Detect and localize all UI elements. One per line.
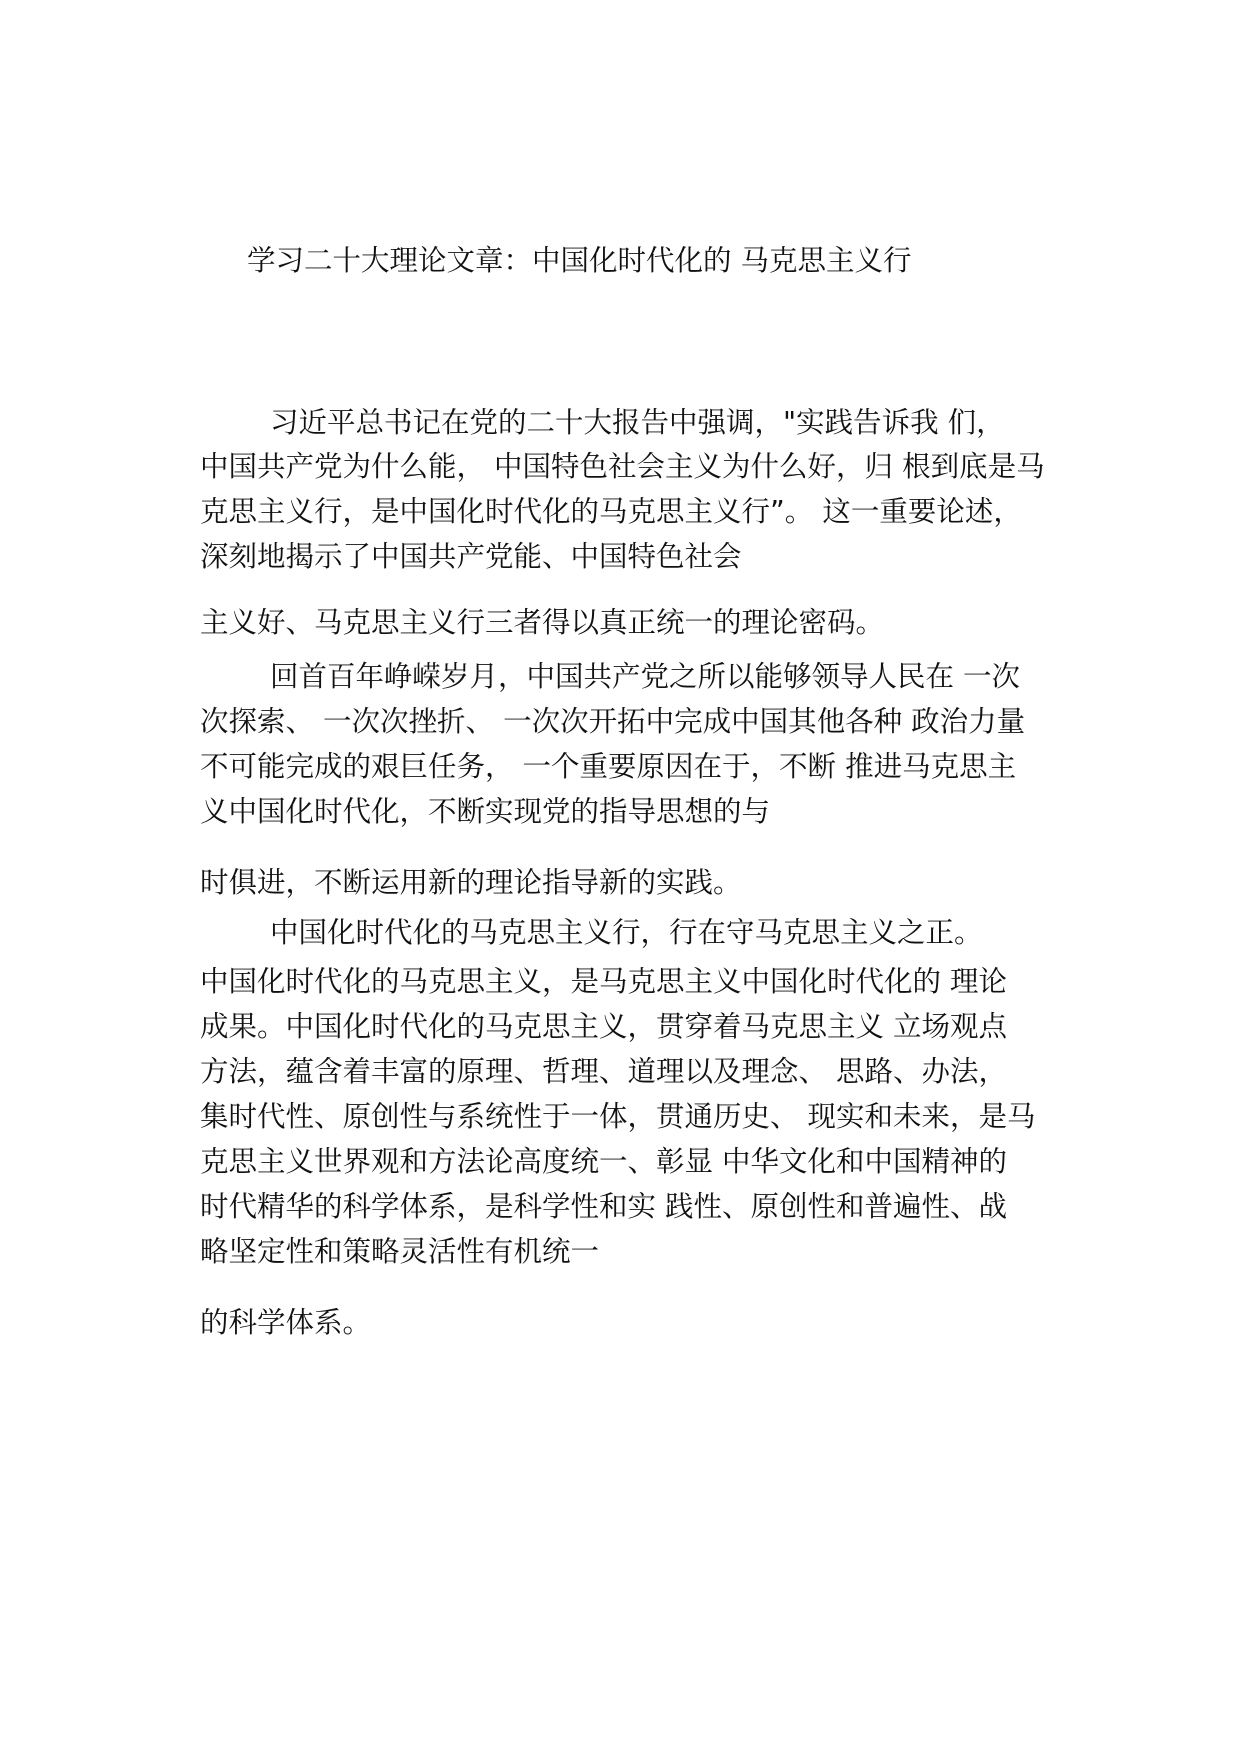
paragraph-7-line-1: 的科学体系。 xyxy=(200,1306,372,1339)
paragraph-2-line-1: 主义好、马克思主义行三者得以真正统一的理论密码。 xyxy=(200,606,885,639)
paragraph-6-line-1: 中国化时代化的马克思主义，是马克思主义中国化时代化的 理论 xyxy=(200,965,1008,998)
paragraph-6-line-5: 克思主义世界观和方法论高度统一、彰显 中华文化和中国精神的 xyxy=(200,1145,1008,1178)
document-title: 学习二十大理论文章：中国化时代化的 马克思主义行 xyxy=(247,244,912,277)
paragraph-6-line-7: 略坚定性和策略灵活性有机统一 xyxy=(200,1235,600,1268)
paragraph-1-line-2: 中国共产党为什么能， 中国特色社会主义为什么好，归 根到底是马 xyxy=(200,450,1045,483)
paragraph-6-line-3: 方法，蕴含着丰富的原理、哲理、道理以及理念、 思路、办法， xyxy=(200,1055,1008,1088)
paragraph-6-line-4: 集时代性、原创性与系统性于一体，贯通历史、 现实和未来，是马 xyxy=(200,1100,1036,1133)
paragraph-3-line-3: 不可能完成的艰巨任务， 一个重要原因在于，不断 推进马克思主 xyxy=(200,750,1017,783)
paragraph-4-line-1: 时俱进，不断运用新的理论指导新的实践。 xyxy=(200,866,742,899)
paragraph-1-line-3: 克思主义行，是中国化时代化的马克思主义行”。 这一重要论述， xyxy=(200,495,1022,528)
paragraph-1-line-1: 习近平总书记在党的二十大报告中强调，"实践告诉我 们， xyxy=(270,406,1005,439)
paragraph-3-line-2: 次探索、 一次次挫折、 一次次开拓中完成中国其他各种 政治力量 xyxy=(200,705,1026,738)
paragraph-1-line-4: 深刻地揭示了中国共产党能、中国特色社会 xyxy=(200,540,742,573)
paragraph-6-line-6: 时代精华的科学体系，是科学性和实 践性、原创性和普遍性、战 xyxy=(200,1190,1008,1223)
paragraph-5-line-1: 中国化时代化的马克思主义行，行在守马克思主义之正。 xyxy=(270,916,983,949)
paragraph-3-line-1: 回首百年峥嵘岁月，中国共产党之所以能够领导人民在 一次 xyxy=(270,660,1021,693)
paragraph-6-line-2: 成果。中国化时代化的马克思主义，贯穿着马克思主义 立场观点 xyxy=(200,1010,1008,1043)
paragraph-3-line-4: 义中国化时代化，不断实现党的指导思想的与 xyxy=(200,795,771,828)
